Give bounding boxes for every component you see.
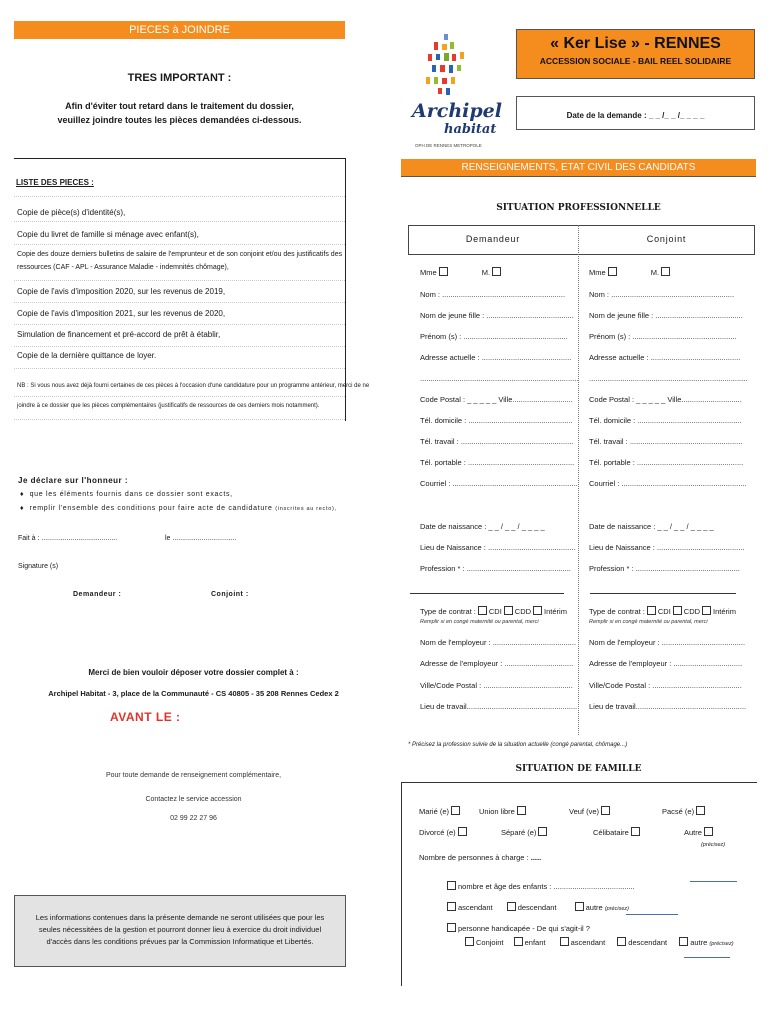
declaration-title: Je déclare sur l'honneur :: [18, 476, 129, 485]
cnil-box: [14, 895, 346, 967]
checkbox-veuf[interactable]: [601, 806, 610, 815]
col-divider: [578, 225, 579, 735]
demandeur-tel-travail[interactable]: Tél. travail : ......................................................: [420, 437, 574, 446]
nb-line-1: NB : Si vous nous avez déjà fourni certaines de ces pièces à l'occasion d'une candidature pour un programme antérieur, merci de ne: [17, 383, 370, 389]
checkbox-descendant-h[interactable]: [617, 937, 626, 946]
checkbox-cdi[interactable]: [478, 606, 487, 615]
declaration-bullet-2-note: (inscrites au recto),: [275, 506, 337, 512]
famille-marie[interactable]: Marié (e): [419, 806, 462, 816]
conjoint-lieu-travail[interactable]: Lieu de travail.....................................................: [589, 702, 747, 711]
checkbox-cdd[interactable]: [504, 606, 513, 615]
checkbox-cdi[interactable]: [647, 606, 656, 615]
conjoint-lieu-naissance[interactable]: Lieu de Naissance : ..........................................: [589, 543, 745, 552]
famille-celibataire[interactable]: Célibataire: [593, 827, 642, 837]
demandeur-nom-employeur[interactable]: Nom de l'employeur : ........................................: [420, 638, 577, 647]
contact-phone: 02 99 22 27 96: [170, 815, 217, 822]
famille-handicapee[interactable]: personne handicapée - De qui s'agit-il ?: [445, 923, 590, 933]
intro-line-1: Afin d'éviter tout retard dans le traitement du dossier,: [65, 101, 294, 111]
checkbox-autre-h[interactable]: [679, 937, 688, 946]
checkbox-handicapee[interactable]: [447, 923, 456, 932]
demandeur-nom[interactable]: Nom : ...........................................................: [420, 290, 566, 299]
date-demande: Date de la demande : _ _ /_ _ /_ _ _ _: [566, 111, 705, 120]
piece-item-3a: Copie des douze derniers bulletins de salaire de l'emprunteur et de son conjoint et/ou des justificatifs des: [17, 251, 343, 258]
conjoint-tel-domicile[interactable]: Tél. domicile : ..................................................: [589, 416, 742, 425]
signature-conjoint[interactable]: Conjoint :: [211, 591, 249, 598]
checkbox-enfant[interactable]: [514, 937, 523, 946]
checkbox-interim[interactable]: [533, 606, 542, 615]
conjoint-code-postal[interactable]: Code Postal : _ _ _ _ _ Ville.............................: [589, 395, 742, 404]
conjoint-prenom[interactable]: Prénom (s) : ..................................................: [589, 332, 737, 341]
cnil-line-3: d'accès dans les conditions prévues par la Commission Informatique et Libertés.: [46, 937, 314, 946]
tres-important: TRES IMPORTANT :: [127, 72, 232, 84]
conjoint-adresse[interactable]: Adresse actuelle : ...........................................: [589, 353, 741, 362]
checkbox-descendant[interactable]: [507, 902, 516, 911]
nb-line-2: joindre à ce dossier que les pièces complémentaires (justificatifs de ressources de ces derniers mois notamment).: [17, 403, 320, 409]
separator-line: [590, 593, 736, 594]
piece-item-5: Copie de l'avis d'imposition 2021, sur les revenus de 2020,: [17, 309, 226, 318]
demandeur-profession[interactable]: Profession * : ..................................................: [420, 564, 571, 573]
checkbox-marie[interactable]: [451, 806, 460, 815]
cnil-line-2: seules nécessitées de la gestion et pourront donner lieu à exercice du droit individuel: [38, 925, 322, 934]
conjoint-nom-employeur[interactable]: Nom de l'employeur : ........................................: [589, 638, 746, 647]
pieces-title: PIECES à JOINDRE: [129, 24, 230, 36]
conjoint-conge-note: Remplir si en congé maternité ou parental, merci: [589, 619, 708, 625]
checkbox-celibataire[interactable]: [631, 827, 640, 836]
cnil-line-1: Les informations contenues dans la présente demande ne seront utilisées que pour les: [35, 913, 325, 922]
conjoint-tel-travail[interactable]: Tél. travail : ......................................................: [589, 437, 743, 446]
conjoint-nom-jeune-fille[interactable]: Nom de jeune fille : ..........................................: [589, 311, 743, 320]
checkbox-autre[interactable]: [704, 827, 713, 836]
conjoint-nom[interactable]: Nom : ...........................................................: [589, 290, 735, 299]
demandeur-code-postal[interactable]: Code Postal : _ _ _ _ _ Ville.............................: [420, 395, 573, 404]
pieces-title-bar: [14, 21, 345, 39]
demandeur-adresse-suite[interactable]: ............................................................................: [420, 374, 579, 383]
famille-union-libre[interactable]: Union libre: [479, 806, 528, 816]
demandeur-lieu-travail[interactable]: Lieu de travail.....................................................: [420, 702, 578, 711]
situation-pro-title: SITUATION PROFESSIONNELLE: [496, 203, 661, 213]
demandeur-tel-portable[interactable]: Tél. portable : ...................................................: [420, 458, 575, 467]
separator-line: [410, 593, 564, 594]
autre-underline: [626, 914, 678, 915]
program-title-box: [516, 29, 755, 79]
checkbox-separe[interactable]: [538, 827, 547, 836]
bullet-icon: ♦: [20, 505, 25, 512]
logo-name-archipel: Archipel: [412, 100, 502, 122]
piece-item-4: Copie de l'avis d'imposition 2020, sur les revenus de 2019,: [17, 287, 226, 296]
demandeur-adresse-employeur[interactable]: Adresse de l'employeur : .................................: [420, 659, 574, 668]
famille-enfants[interactable]: nombre et âge des enfants : .......................................: [445, 881, 635, 891]
checkbox-m[interactable]: [492, 267, 501, 276]
conjoint-adresse-employeur[interactable]: Adresse de l'employeur : .................................: [589, 659, 743, 668]
col-header-conjoint: Conjoint: [646, 234, 687, 244]
famille-precisez: (précisez): [701, 842, 726, 848]
checkbox-mme[interactable]: [608, 267, 617, 276]
nb-personnes-underline: [690, 881, 737, 882]
conjoint-type-contrat[interactable]: Type de contrat : CDI CDD Intérim: [589, 607, 736, 616]
checkbox-interim[interactable]: [702, 606, 711, 615]
renseignements-title: RENSEIGNEMENTS, ETAT CIVIL DES CANDIDATS: [461, 162, 696, 173]
conjoint-courriel[interactable]: Courriel : ............................................................: [589, 479, 747, 488]
piece-item-7: Copie de la dernière quittance de loyer.: [17, 351, 157, 360]
conjoint-tel-portable[interactable]: Tél. portable : ...................................................: [589, 458, 744, 467]
famille-title: SITUATION DE FAMILLE: [515, 764, 642, 774]
conjoint-date-naissance[interactable]: Date de naissance : _ _ / _ _ / _ _ _ _: [589, 522, 714, 531]
demandeur-courriel[interactable]: Courriel : ............................................................: [420, 479, 578, 488]
checkbox-ascendant-h[interactable]: [560, 937, 569, 946]
famille-veuf[interactable]: Veuf (ve): [569, 806, 612, 816]
demandeur-civilite[interactable]: Mme M.: [420, 267, 503, 277]
demandeur-tel-domicile[interactable]: Tél. domicile : ..................................................: [420, 416, 573, 425]
demandeur-type-contrat[interactable]: Type de contrat : CDI CDD Intérim: [420, 607, 567, 616]
checkbox-cdd[interactable]: [673, 606, 682, 615]
fait-a-field[interactable]: Fait à : .......................................: [18, 535, 118, 542]
handicapee-underline: [684, 957, 730, 958]
checkbox-m[interactable]: [661, 267, 670, 276]
demandeur-nom-jeune-fille[interactable]: Nom de jeune fille : ..........................................: [420, 311, 574, 320]
contact-line-1: Pour toute demande de renseignement complémentaire,: [105, 772, 282, 779]
checkbox-enfants[interactable]: [447, 881, 456, 890]
depot-merci: Merci de bien vouloir déposer votre dossier complet à :: [88, 668, 299, 677]
nb-personnes-charge[interactable]: Nombre de personnes à charge : .....: [419, 853, 542, 862]
signature-demandeur[interactable]: Demandeur :: [73, 591, 122, 598]
logo-tagline: OPH DE RENNES METROPOLE: [415, 143, 482, 148]
signature-label: Signature (s): [18, 563, 59, 570]
logo-name-habitat: habitat: [444, 122, 497, 137]
conjoint-ville-cp[interactable]: Ville/Code Postal : ...........................................: [589, 681, 742, 690]
demandeur-adresse[interactable]: Adresse actuelle : ...........................................: [420, 353, 572, 362]
declaration-bullet-1-text: que les éléments fournis dans ce dossier sont exacts,: [29, 491, 233, 498]
avant-le: AVANT LE :: [110, 710, 181, 724]
declaration-bullet-2-text: remplir l'ensemble des conditions pour faire acte de candidature: [29, 505, 273, 512]
famille-divorce[interactable]: Divorcé (e): [419, 827, 469, 837]
demandeur-prenom[interactable]: Prénom (s) : ..................................................: [420, 332, 568, 341]
renseignements-bar: [401, 159, 756, 177]
demandeur-conge-note: Remplir si en congé maternité ou parental, merci: [420, 619, 539, 625]
famille-ascendant-row[interactable]: ascendant descendant autre (précisez): [445, 902, 629, 912]
checkbox-mme[interactable]: [439, 267, 448, 276]
demandeur-ville-cp[interactable]: Ville/Code Postal : ...........................................: [420, 681, 573, 690]
col-header-demandeur: Demandeur: [465, 234, 521, 244]
famille-autre[interactable]: Autre: [684, 827, 715, 837]
conjoint-adresse-suite[interactable]: ............................................................................: [589, 374, 748, 383]
demandeur-date-naissance[interactable]: Date de naissance : _ _ / _ _ / _ _ _ _: [420, 522, 545, 531]
checkbox-conjoint[interactable]: [465, 937, 474, 946]
piece-item-6: Simulation de financement et pré-accord de prêt à établir,: [17, 330, 221, 339]
famille-handicapee-qui[interactable]: Conjoint enfant ascendant descendant autre (précisez): [463, 937, 734, 947]
conjoint-civilite[interactable]: Mme M.: [589, 267, 672, 277]
famille-separe[interactable]: Séparé (e): [501, 827, 549, 837]
contact-line-2: Contactez le service accession: [145, 796, 242, 803]
piece-item-2: Copie du livret de famille si ménage avec enfant(s),: [17, 230, 199, 239]
liste-title: LISTE DES PIECES :: [16, 178, 94, 187]
checkbox-pacse[interactable]: [696, 806, 705, 815]
precisez-profession-note: * Précisez la profession suivie de la situation actuelle (congé parental, chômage...): [408, 742, 628, 748]
declaration-bullet-1: [20, 491, 233, 498]
intro-line-2: veuillez joindre toutes les pièces demandées ci-dessous.: [57, 115, 302, 125]
archipel-habitat-logo: [412, 32, 507, 150]
demandeur-lieu-naissance[interactable]: Lieu de Naissance : ..........................................: [420, 543, 576, 552]
conjoint-profession[interactable]: Profession * : ..................................................: [589, 564, 740, 573]
bullet-icon: ♦: [20, 491, 25, 498]
date-demande-box[interactable]: [516, 96, 755, 130]
checkbox-union-libre[interactable]: [517, 806, 526, 815]
depot-adresse: Archipel Habitat - 3, place de la Communauté - CS 40805 - 35 208 Rennes Cedex 2: [48, 689, 339, 698]
declaration-bullet-2: [20, 505, 337, 512]
program-subtitle: ACCESSION SOCIALE - BAIL REEL SOLIDAIRE: [539, 56, 732, 66]
piece-item-3b: ressources (CAF - APL - Assurance Maladie - indemnités chômage),: [17, 264, 229, 271]
checkbox-ascendant[interactable]: [447, 902, 456, 911]
le-date-field[interactable]: le .................................: [165, 535, 237, 542]
program-title: « Ker Lise » - RENNES: [550, 35, 721, 52]
famille-pacse[interactable]: Pacsé (e): [662, 806, 707, 816]
checkbox-divorce[interactable]: [458, 827, 467, 836]
piece-item-1: Copie de pièce(s) d'identité(s),: [17, 208, 126, 217]
checkbox-autre-charge[interactable]: [575, 902, 584, 911]
